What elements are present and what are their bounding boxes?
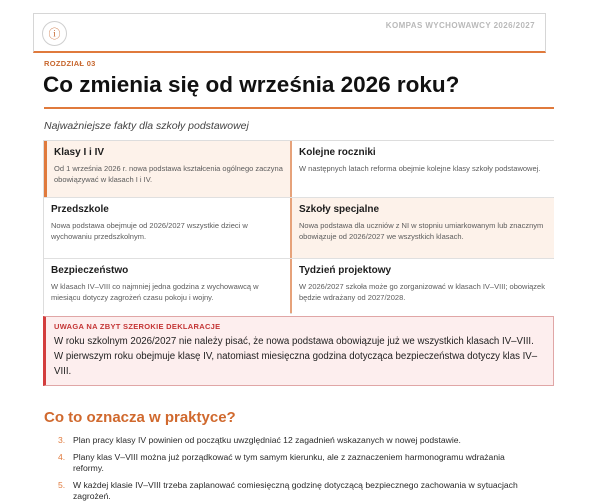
fact-card-title: Bezpieczeństwo (51, 265, 129, 276)
list-item (58, 435, 532, 447)
logo (42, 21, 67, 46)
practice-list (58, 435, 532, 501)
title-divider (44, 107, 554, 109)
warning-text: W roku szkolnym 2026/2027 nie należy pisać, że nowa podstawa obowiązuje już we wszystkich klasach IV–VIII. W pierwszym roku obejmuje klasę IV, natomiast miesięczna godzina dotycząca bezpieczeństwa dotyczy klas IV–VIII. (54, 336, 538, 377)
fact-card-text: Nowa podstawa obejmuje od 2026/2027 wszystkie dzieci w wychowaniu przedszkolnym. (51, 221, 248, 241)
fact-card-special-schools (292, 198, 554, 258)
fact-card-text: Od 1 września 2026 r. nowa podstawa kształcenia ogólnego zaczyna obowiązywać w klasach I i IV. (54, 164, 283, 184)
fact-card-title: Tydzień projektowy (299, 265, 392, 276)
fact-card-grades-1-4 (44, 141, 290, 197)
fact-card-text: W następnych latach reforma obejmie kolejne klasy szkoły podstawowej. (299, 164, 541, 173)
fact-card-title: Przedszkole (51, 204, 109, 215)
fact-card-text: W 2026/2027 szkoła może go zorganizować w klasach IV–VIII; obowiązek będzie wdrażany od 2027/2028. (299, 282, 545, 302)
list-item-text: Plany klas V–VIII można już porządkować w tym samym kierunku, ale z zaznaczeniem harmonogramu wdrażania reformy. (73, 451, 505, 473)
list-item-text: Plan pracy klasy IV powinien od początku uwzględniać 12 zagadnień wskazanych w nowej podstawie. (73, 435, 461, 445)
fact-card-title: Klasy I i IV (54, 147, 105, 158)
list-item-text: W każdej klasie IV–VIII trzeba zaplanować comiesięczną godzinę dotyczącą bezpiecznego zachowania w sytuacjach zagrożeń. (73, 479, 518, 501)
warning-title: UWAGA NA ZBYT SZEROKIE DEKLARACJE (54, 322, 221, 331)
list-item-number: 3. (58, 435, 66, 445)
fact-card-title: Szkoły specjalne (299, 204, 380, 215)
grid-column-divider (290, 141, 292, 313)
grid-row-divider (44, 258, 553, 259)
fact-card-title: Kolejne roczniki (299, 147, 376, 158)
list-item-number: 4. (58, 451, 66, 462)
info-icon: ⓘ (48, 26, 61, 41)
document-header (33, 13, 546, 53)
fact-card-text: W klasach IV–VIII co najmniej jedna godzina z wychowawcą w miesiącu dotyczy zagrożeń czasu pokoju i wojny. (51, 282, 259, 302)
fact-card-next-years (292, 141, 554, 197)
list-item (58, 451, 532, 475)
page-title: Co zmienia się od września 2026 roku? (43, 72, 460, 97)
facts-grid (43, 140, 554, 314)
header-label: KOMPAS WYCHOWAWCY 2026/2027 (385, 21, 535, 30)
fact-card-text: Nowa podstawa dla uczniów z NI w stopniu umiarkowanym lub znacznym obowiązuje od 2026/2027 we wszystkich klasach. (299, 221, 544, 241)
fact-card-preschool (44, 198, 290, 258)
page-subtitle: Najważniejsze fakty dla szkoły podstawowej (44, 120, 249, 132)
fact-card-project-week (292, 259, 554, 314)
list-item-number: 5. (58, 479, 66, 490)
warning-box (43, 316, 554, 386)
chapter-label: ROZDZIAŁ 03 (44, 59, 96, 68)
grid-row-divider (44, 197, 553, 198)
section-title: Co to oznacza w praktyce? (44, 409, 236, 426)
fact-card-safety (44, 259, 290, 314)
list-item (58, 479, 532, 501)
